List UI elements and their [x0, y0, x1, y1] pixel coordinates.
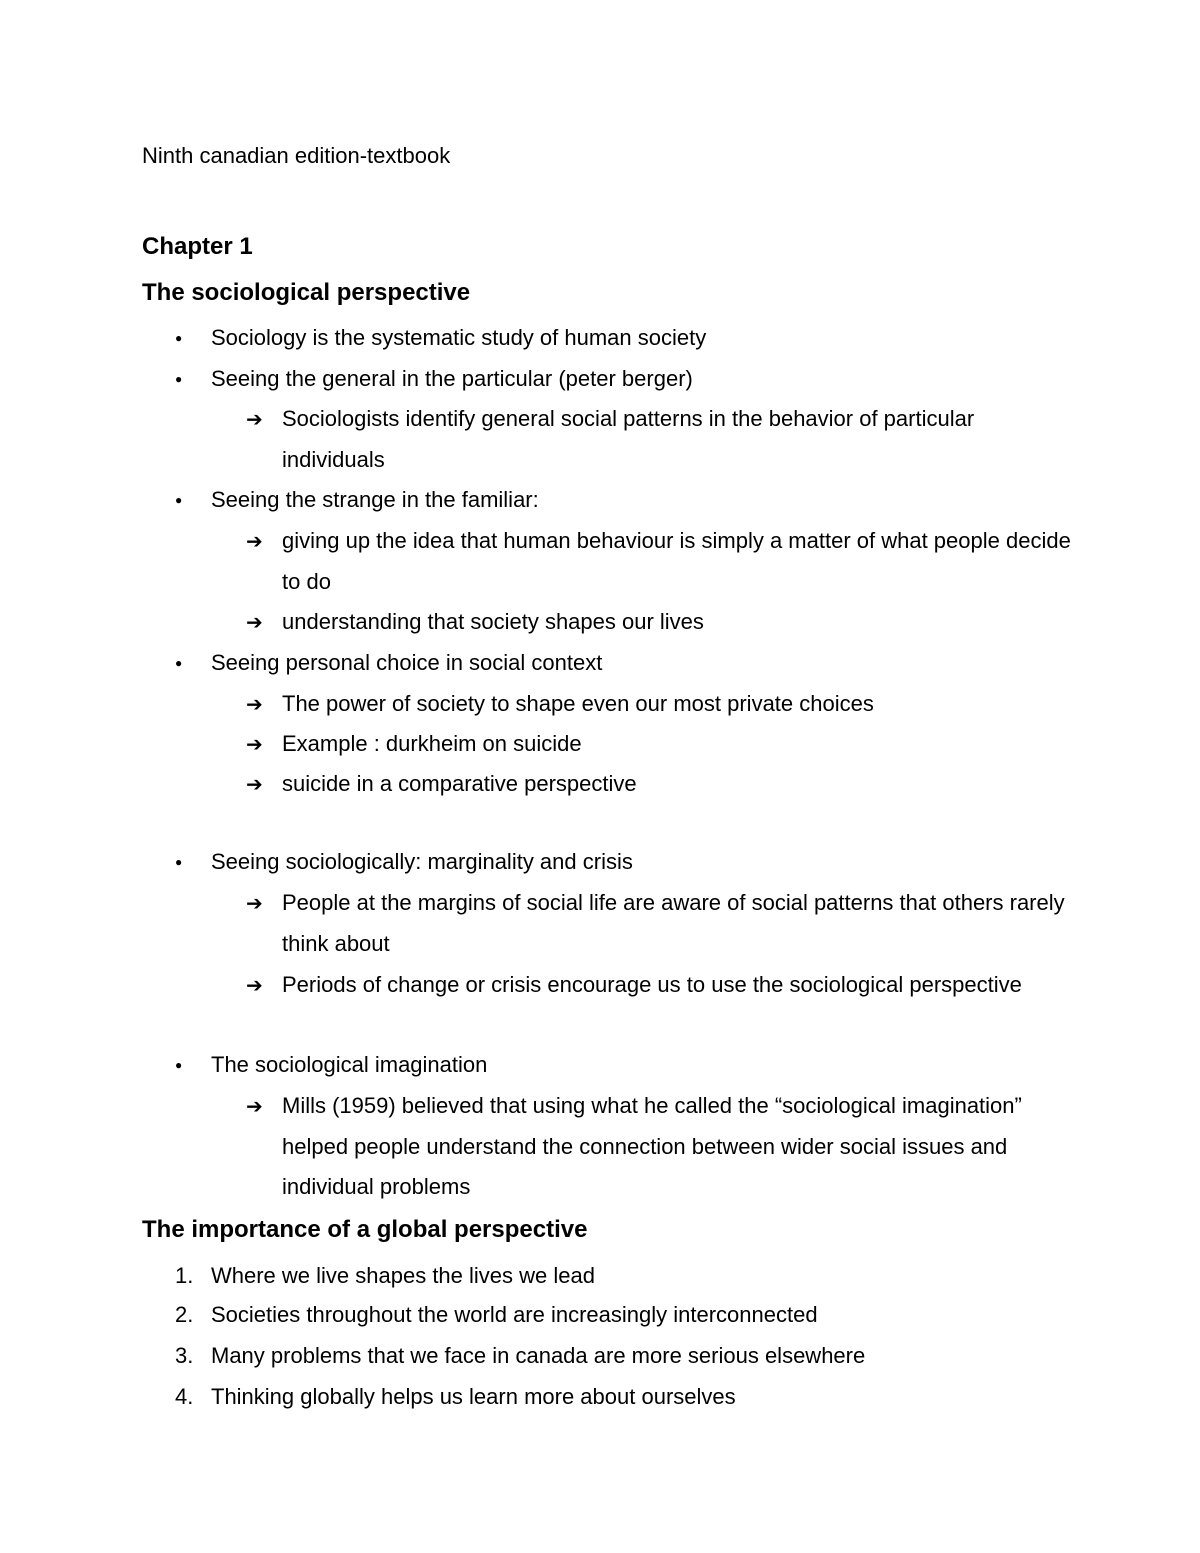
numbered-item	[175, 1336, 1091, 1377]
bullet-marker: ●	[175, 372, 183, 386]
sub-list-item	[246, 965, 1082, 1006]
list-item-text: Sociology is the systematic study of human society	[211, 325, 707, 350]
sub-list-item	[246, 1086, 1022, 1208]
numbered-item-text: Many problems that we face in canada are more serious elsewhere	[211, 1343, 866, 1368]
list-item-text: The sociological imagination	[211, 1052, 488, 1077]
section-heading-global-perspective: The importance of a global perspective	[142, 1216, 588, 1243]
list-number: 4.	[175, 1384, 194, 1409]
list-item	[175, 359, 1091, 400]
sub-list-item	[246, 764, 1082, 805]
arrow-icon: ➔	[246, 1094, 263, 1118]
sub-list-item	[246, 521, 1082, 602]
sub-list-item-text: Periods of change or crisis encourage us to use the sociological perspective	[282, 972, 1022, 997]
bullet-marker: ●	[175, 331, 183, 345]
sub-list-item	[246, 602, 1082, 643]
section-heading-sociological-perspective: The sociological perspective	[142, 279, 471, 306]
list-item	[175, 318, 1091, 359]
arrow-icon: ➔	[246, 692, 263, 716]
numbered-item-text: Thinking globally helps us learn more about ourselves	[211, 1384, 736, 1409]
sub-list-item-text: understanding that society shapes our lives	[282, 609, 704, 634]
numbered-item	[175, 1377, 1091, 1418]
list-item-text: Seeing the strange in the familiar:	[211, 487, 539, 512]
list-item	[175, 1045, 1091, 1086]
list-number: 1.	[175, 1263, 194, 1288]
arrow-icon: ➔	[246, 891, 263, 915]
list-item-text: Seeing personal choice in social context	[211, 650, 603, 675]
list-item-text: Seeing the general in the particular (peter berger)	[211, 366, 693, 391]
sub-list-item	[246, 399, 1082, 480]
list-number: 3.	[175, 1343, 194, 1368]
sub-list-item-text: Sociologists identify general social patterns in the behavior of particular individuals	[282, 406, 975, 472]
numbered-item	[175, 1256, 1091, 1297]
list-item-text: Seeing sociologically: marginality and crisis	[211, 849, 633, 874]
sub-list-item-text: The power of society to shape even our most private choices	[282, 691, 874, 716]
bullet-marker: ●	[175, 656, 183, 670]
sub-list-item	[246, 684, 1082, 725]
numbered-item-text: Societies throughout the world are increasingly interconnected	[211, 1302, 818, 1327]
list-item	[175, 842, 1091, 883]
arrow-icon: ➔	[246, 772, 263, 796]
sub-list-item-text: giving up the idea that human behaviour is simply a matter of what people decide to do	[282, 528, 1071, 594]
bullet-marker: ●	[175, 1058, 183, 1072]
source-line: Ninth canadian edition-textbook	[142, 143, 451, 168]
sub-list-item	[246, 724, 1082, 765]
sub-list-item	[246, 883, 1082, 964]
list-item	[175, 480, 1091, 521]
numbered-item	[175, 1295, 1091, 1336]
chapter-heading: Chapter 1	[142, 233, 253, 260]
sub-list-item-text: suicide in a comparative perspective	[282, 771, 637, 796]
arrow-icon: ➔	[246, 732, 263, 756]
sub-list-item-text: Example : durkheim on suicide	[282, 731, 582, 756]
list-number: 2.	[175, 1302, 194, 1327]
numbered-item-text: Where we live shapes the lives we lead	[211, 1263, 595, 1288]
bullet-marker: ●	[175, 493, 183, 507]
arrow-icon: ➔	[246, 407, 263, 431]
list-item	[175, 643, 1091, 684]
bullet-marker: ●	[175, 855, 183, 869]
arrow-icon: ➔	[246, 529, 263, 553]
sub-list-item-text: People at the margins of social life are aware of social patterns that others rarely think about	[282, 890, 1065, 956]
arrow-icon: ➔	[246, 610, 263, 634]
sub-list-item-text: Mills (1959) believed that using what he called the “sociological imagination” helped people understand the connection between wider social issues and individual problems	[282, 1093, 1022, 1199]
arrow-icon: ➔	[246, 973, 263, 997]
